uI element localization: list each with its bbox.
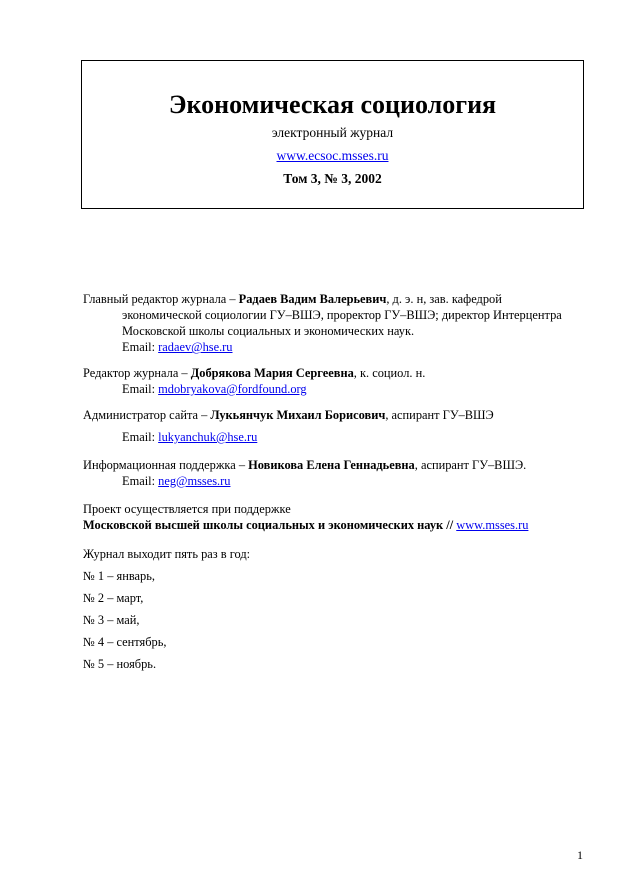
editor-email-link[interactable]: mdobryakova@fordfound.org bbox=[158, 382, 307, 396]
support-name: Новикова Елена Геннадьевна bbox=[248, 458, 415, 472]
support-line bbox=[83, 457, 526, 473]
admin-desc: , аспирант ГУ–ВШЭ bbox=[385, 408, 494, 422]
journal-url-link[interactable]: www.ecsoc.msses.ru bbox=[276, 148, 389, 163]
support-email-link[interactable]: neg@msses.ru bbox=[158, 474, 231, 488]
support-email-line bbox=[122, 473, 230, 489]
editor-in-chief-line bbox=[83, 291, 502, 307]
editor-email-line bbox=[122, 381, 307, 397]
email-label: Email: bbox=[122, 340, 159, 354]
editor-in-chief-desc-3: Московской школы социальных и экономических наук. bbox=[122, 324, 415, 338]
support-role: Информационная поддержка – bbox=[83, 458, 249, 472]
editor-in-chief-desc: , д. э. н, зав. кафедрой bbox=[386, 292, 502, 306]
admin-email-line bbox=[122, 429, 257, 445]
journal-title: Экономическая социология bbox=[168, 90, 497, 119]
admin-role: Администратор сайта – bbox=[83, 408, 211, 422]
admin-line bbox=[83, 407, 494, 423]
support-desc: , аспирант ГУ–ВШЭ. bbox=[414, 458, 527, 472]
schedule-item: № 3 – май, bbox=[83, 613, 140, 627]
editor-desc: , к. социол. н. bbox=[353, 366, 426, 380]
editor-in-chief-desc-2: экономической социологии ГУ–ВШЭ, проректор ГУ–ВШЭ; директор Интерцентра bbox=[122, 308, 562, 322]
journal-issue: Том 3, № 3, 2002 bbox=[283, 171, 382, 186]
editor-in-chief-email-link[interactable]: radaev@hse.ru bbox=[158, 340, 233, 354]
admin-email-link[interactable]: lukyanchuk@hse.ru bbox=[158, 430, 258, 444]
schedule-item: № 2 – март, bbox=[83, 591, 144, 605]
editor-name: Добрякова Мария Сергеевна bbox=[190, 366, 354, 380]
schedule-item: № 4 – сентябрь, bbox=[83, 635, 167, 649]
sponsor-line bbox=[83, 517, 528, 533]
sponsor-name: Московской высшей школы социальных и экономических наук // bbox=[83, 518, 457, 532]
schedule-item: № 5 – ноябрь. bbox=[83, 657, 157, 671]
journal-subtitle: электронный журнал bbox=[271, 125, 394, 140]
editor-line bbox=[83, 365, 425, 381]
page-number: 1 bbox=[577, 848, 583, 862]
admin-name: Лукьянчук Михаил Борисович bbox=[210, 408, 386, 422]
editor-in-chief-role: Главный редактор журнала – bbox=[83, 292, 239, 306]
email-label: Email: bbox=[122, 430, 159, 444]
sponsor-intro: Проект осуществляется при поддержке bbox=[83, 502, 291, 516]
schedule-intro: Журнал выходит пять раз в год: bbox=[83, 547, 251, 561]
sponsor-url-link[interactable]: www.msses.ru bbox=[456, 518, 529, 532]
email-label: Email: bbox=[122, 382, 159, 396]
editor-in-chief-email-line bbox=[122, 339, 233, 355]
journal-header-box bbox=[81, 60, 584, 209]
email-label: Email: bbox=[122, 474, 159, 488]
editor-role: Редактор журнала – bbox=[83, 366, 191, 380]
schedule-item: № 1 – январь, bbox=[83, 569, 155, 583]
editor-in-chief-name: Радаев Вадим Валерьевич bbox=[238, 292, 387, 306]
